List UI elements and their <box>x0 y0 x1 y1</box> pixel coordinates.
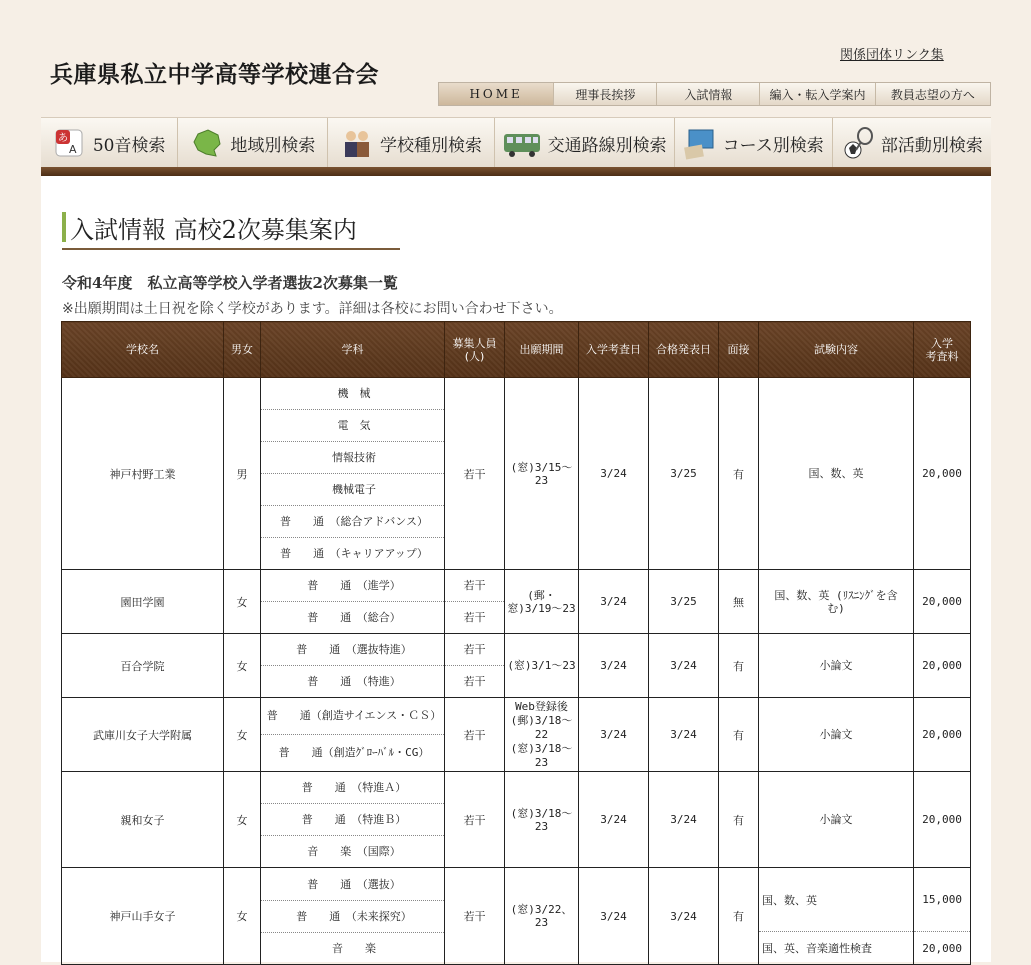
exam-content-cell <box>759 378 914 570</box>
period-cell <box>505 698 579 772</box>
header-gender: 男女 <box>224 322 261 378</box>
period-line: 22 <box>534 727 549 741</box>
period-line: (郵・ <box>527 588 556 602</box>
exam-content-cell <box>759 868 914 965</box>
recruit-line: 若干 <box>445 634 504 666</box>
dept-cell <box>261 698 445 772</box>
table-row <box>62 634 971 698</box>
header-period: 出願期間 <box>505 322 579 378</box>
table-row <box>62 570 971 634</box>
result-date-cell: 3/25 <box>649 378 719 570</box>
result-date-cell: 3/24 <box>649 698 719 772</box>
recruit-line: 若干 <box>463 611 486 624</box>
search-school-type-label: 学校種別検索 <box>380 135 483 156</box>
table-row <box>62 868 971 965</box>
svg-text:あ: あ <box>57 133 68 144</box>
header-dept: 学科 <box>261 322 445 378</box>
dept-line: 機械電子 <box>261 474 444 506</box>
exam-line-part: 国、数、英 (ﾘｽﾆﾝｸﾞを含 <box>774 588 898 602</box>
exam-date-cell: 3/24 <box>579 634 649 698</box>
period-cell <box>505 868 579 965</box>
header-fee-line1: 入学 <box>931 336 953 350</box>
gender-cell: 女 <box>224 570 261 634</box>
gender-cell: 女 <box>224 772 261 868</box>
search-course-label: コース別検索 <box>722 135 824 156</box>
fee-cell: 20,000 <box>914 378 971 570</box>
gender-cell: 女 <box>224 634 261 698</box>
dept-line: 普 通 （総合） <box>307 611 401 624</box>
exam-date-cell: 3/24 <box>579 868 649 965</box>
header-fee <box>914 322 971 378</box>
dept-line: 普 通 （選抜） <box>261 869 444 901</box>
header-recruit <box>445 322 505 378</box>
school-name-link[interactable]: 園田学園 <box>62 570 224 634</box>
period-cell <box>505 378 579 570</box>
exam-line: 国、数、英 <box>759 868 913 932</box>
dept-line: 普 通 （特進Ａ） <box>261 772 444 804</box>
period-line: (窓)3/18～ <box>510 806 573 820</box>
header-fee-line2: 考査料 <box>925 349 959 363</box>
nav-teacher-applicants[interactable]: 教員志望の方へ <box>890 87 975 102</box>
exam-line: 国、英、音楽適性検査 <box>762 942 872 956</box>
map-icon <box>190 126 224 160</box>
search-region[interactable] <box>178 118 328 168</box>
svg-text:A: A <box>68 143 77 156</box>
exam-line <box>759 587 913 617</box>
exam-date-cell: 3/24 <box>579 772 649 868</box>
period-cell <box>505 570 579 634</box>
fee-cell: 20,000 <box>914 634 971 698</box>
search-region-label: 地域別検索 <box>230 135 316 156</box>
table-row <box>62 772 971 868</box>
dept-line: 普 通 （選抜特進） <box>261 634 444 666</box>
header-result-date: 合格発表日 <box>649 322 719 378</box>
fee-cell: 20,000 <box>914 570 971 634</box>
search-kana[interactable] <box>41 118 178 168</box>
dept-cell <box>261 570 445 634</box>
interview-cell: 有 <box>719 772 759 868</box>
dept-line: 普 通 （キャリアアップ） <box>280 547 428 560</box>
page-heading <box>62 212 400 250</box>
gender-cell: 女 <box>224 868 261 965</box>
fee-line: 15,000 <box>914 868 970 932</box>
table-row <box>62 698 971 772</box>
school-name-link[interactable]: 武庫川女子大学附属 <box>62 698 224 772</box>
notice-text: ※出願期間は土日祝を除く学校があります。詳細は各校にお問い合わせ下さい。 <box>62 301 563 317</box>
train-icon <box>502 126 542 160</box>
exam-line: 小論文 <box>819 813 853 826</box>
dept-cell <box>261 772 445 868</box>
period-line: (郵)3/18～ <box>510 713 573 727</box>
exam-content-cell <box>759 698 914 772</box>
result-date-cell: 3/24 <box>649 634 719 698</box>
period-line: (窓)3/18～ <box>510 741 573 755</box>
site-title[interactable]: 兵庫県私立中学高等学校連合会 <box>50 61 379 88</box>
fee-cell <box>914 868 971 965</box>
period-line: (窓)3/22、 <box>510 903 573 916</box>
exam-content-cell <box>759 634 914 698</box>
sports-icon <box>841 126 875 160</box>
exam-date-cell: 3/24 <box>579 570 649 634</box>
nav-chairman-greeting[interactable]: 理事長挨拶 <box>554 83 657 105</box>
table-row <box>62 378 971 570</box>
dept-line: 情報技術 <box>261 442 444 474</box>
heading-accent-bar <box>62 212 66 242</box>
interview-cell: 有 <box>719 634 759 698</box>
nav-transfer[interactable]: 編入・転入学案内 <box>760 83 875 105</box>
header-school: 学校名 <box>62 322 224 378</box>
period-cell <box>505 772 579 868</box>
exam-date-cell: 3/24 <box>579 698 649 772</box>
search-club-label: 部活動別検索 <box>880 135 983 156</box>
header-recruit-line1: 募集人員 <box>452 336 497 350</box>
top-nav <box>438 82 991 106</box>
search-train-line[interactable] <box>495 118 675 168</box>
dept-line: 普 通（創造サイエンス・ＣＳ） <box>261 698 444 735</box>
nav-divider <box>41 167 991 176</box>
dept-line: 普 通 （特進） <box>307 675 401 688</box>
result-date-cell: 3/24 <box>649 772 719 868</box>
dept-line: 機 械 <box>261 378 444 410</box>
exam-content-cell <box>759 772 914 868</box>
students-icon <box>340 126 374 160</box>
recruit-line: 若干 <box>463 675 486 688</box>
period-line: 23 <box>534 819 549 833</box>
entries-table <box>61 321 971 965</box>
recruit-cell <box>445 570 505 634</box>
page-title: 入試情報 高校2次募集案内 <box>70 216 357 244</box>
result-date-cell: 3/25 <box>649 570 719 634</box>
search-nav <box>41 117 991 168</box>
period-line: 23 <box>534 916 549 929</box>
dept-cell <box>261 634 445 698</box>
period-line: (窓)3/15～ <box>510 460 573 474</box>
recruit-cell <box>445 634 505 698</box>
school-name-link[interactable]: 親和女子 <box>62 772 224 868</box>
interview-cell: 有 <box>719 378 759 570</box>
nav-admission-info[interactable]: 入試情報 <box>657 83 760 105</box>
gender-cell: 女 <box>224 698 261 772</box>
school-name-link[interactable]: 神戸山手女子 <box>62 868 224 965</box>
course-icon <box>683 126 717 160</box>
interview-cell: 有 <box>719 868 759 965</box>
exam-content-cell <box>759 570 914 634</box>
period-line: 23 <box>534 473 549 487</box>
exam-line: 国、数、英 <box>808 467 864 480</box>
related-links-link[interactable]: 関係団体リンク集 <box>840 48 944 63</box>
dept-cell <box>261 378 445 570</box>
fee-cell: 20,000 <box>914 772 971 868</box>
dept-cell <box>261 868 445 965</box>
school-name-link[interactable]: 百合学院 <box>62 634 224 698</box>
kana-icon <box>53 126 87 160</box>
dept-line: 普 通 （総合アドバンス） <box>261 506 444 538</box>
search-train-line-label: 交通路線別検索 <box>547 135 667 156</box>
exam-date-cell: 3/24 <box>579 378 649 570</box>
dept-line: 音 楽 <box>332 941 376 955</box>
exam-line: 小論文 <box>819 728 853 741</box>
fee-line: 20,000 <box>922 941 962 955</box>
dept-line: 普 通（創造ｸﾞﾛｰﾊﾞﾙ・CG） <box>278 746 430 759</box>
recruit-cell: 若干 <box>445 868 505 965</box>
search-school-type[interactable] <box>328 118 494 168</box>
interview-cell: 無 <box>719 570 759 634</box>
recruit-cell: 若干 <box>445 698 505 772</box>
header-exam: 試験内容 <box>759 322 914 378</box>
period-cell: (窓)3/1～23 <box>505 634 579 698</box>
search-kana-label: 50音検索 <box>92 135 166 156</box>
recruit-line: 若干 <box>445 570 504 602</box>
dept-line: 普 通 （特進Ｂ） <box>261 804 444 836</box>
exam-line: 小論文 <box>819 659 853 672</box>
header-exam-date: 入学考査日 <box>579 322 649 378</box>
exam-line-part: む) <box>827 601 845 615</box>
recruit-cell: 若干 <box>445 772 505 868</box>
recruit-cell: 若干 <box>445 378 505 570</box>
interview-cell: 有 <box>719 698 759 772</box>
header-interview: 面接 <box>719 322 759 378</box>
dept-line: 普 通 （進学） <box>261 570 444 602</box>
result-date-cell: 3/24 <box>649 868 719 965</box>
dept-line: 電 気 <box>261 410 444 442</box>
header-recruit-line2: (人) <box>464 349 485 363</box>
gender-cell: 男 <box>224 378 261 570</box>
fee-cell: 20,000 <box>914 698 971 772</box>
period-line: Web登録後 <box>515 699 568 713</box>
dept-line: 普 通 （未来探究） <box>261 901 444 933</box>
nav-home[interactable]: HOME <box>439 83 554 105</box>
period-line: 窓)3/19～23 <box>507 601 576 615</box>
table-subtitle: 令和4年度 私立高等学校入学者選抜2次募集一覧 <box>62 274 398 292</box>
table-header-row <box>62 322 971 378</box>
dept-line: 音 楽 （国際） <box>307 845 401 858</box>
search-club[interactable] <box>833 118 991 168</box>
period-line: 23 <box>534 755 549 769</box>
search-course[interactable] <box>675 118 833 168</box>
school-name-link[interactable]: 神戸村野工業 <box>62 378 224 570</box>
